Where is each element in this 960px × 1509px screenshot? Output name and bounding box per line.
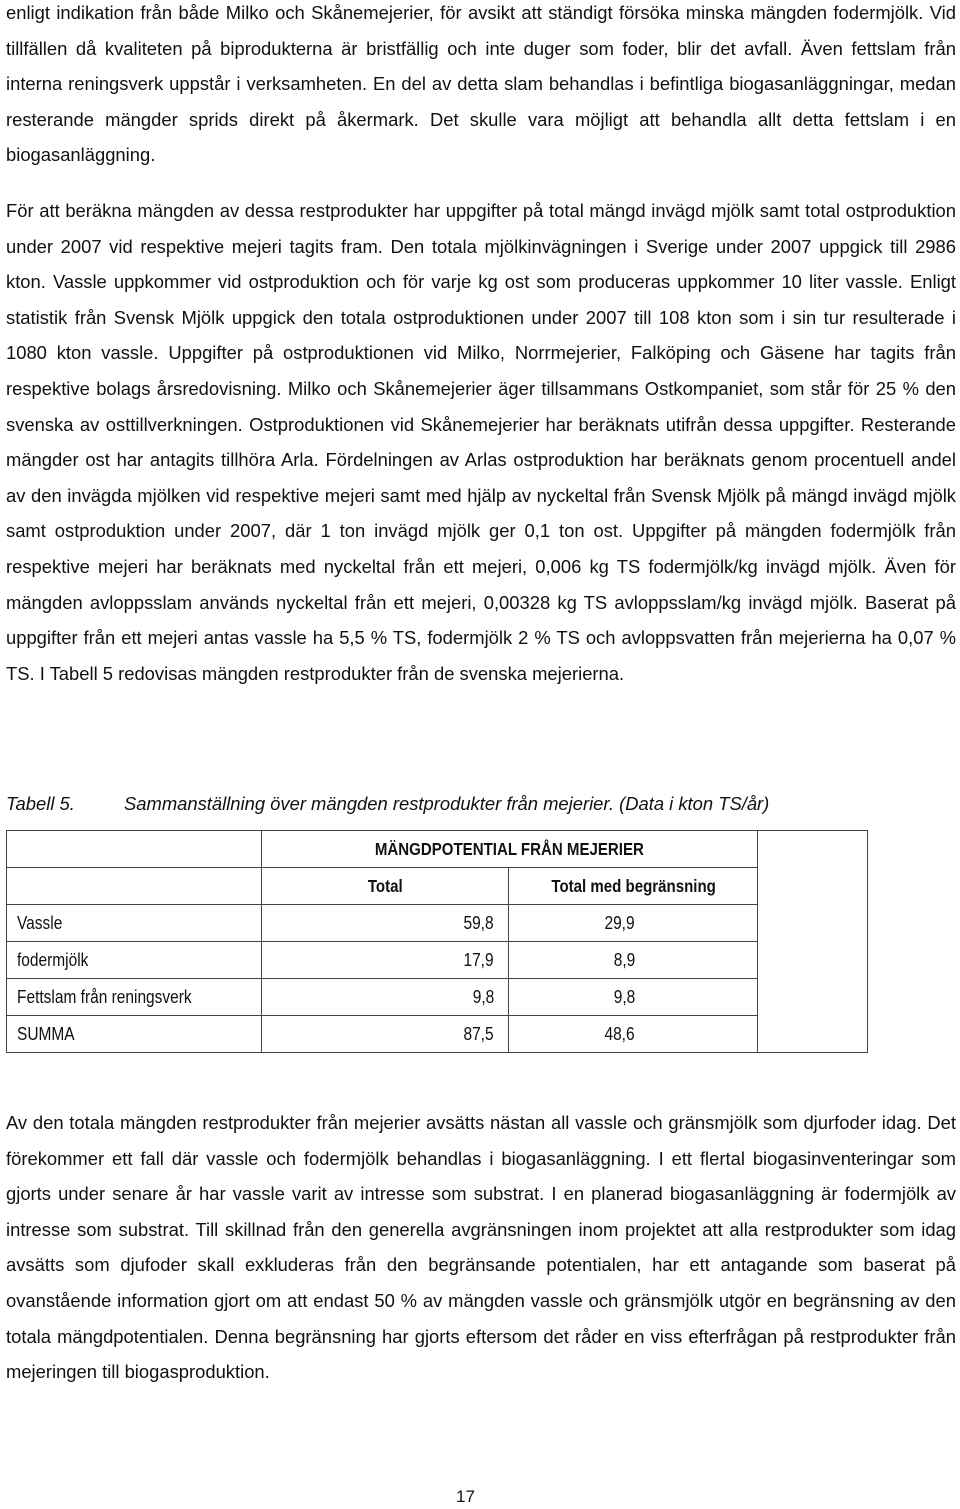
table-header-empty-cell [7, 868, 262, 905]
table-col-header-limited-text: Total med begränsning [551, 875, 716, 896]
table-cell-limited [509, 905, 758, 942]
paragraph-dairy-byproducts: enligt indikation från både Milko och Skånemejerier, för avsikt att ständigt försöka minska mängden fodermjölk. Vid tillfällen då kvaliteten på biprodukterna är bristfällig och inte duger som foder, blir det avfall. Även fettslam från interna reningsverk uppstår i verksamheten. En del av detta slam behandlas i befintliga biogasanläggningar, medan resterande mängder sprids direkt på åkermark. Det skulle vara möjligt att behandla allt detta fettslam i en biogasanläggning. [6, 2, 956, 166]
table-cell-total [261, 979, 509, 1016]
table-header-row-columns [7, 868, 868, 905]
dairy-residue-table [6, 830, 868, 1053]
table-col-header-total-text: Total [367, 875, 403, 896]
table-cell-total-text: 59,8 [463, 912, 494, 933]
table-header-row-group [7, 831, 868, 868]
table-cell-total [261, 1016, 509, 1053]
table-cell-limited-text: 9,8 [613, 986, 636, 1007]
table-cell-total [261, 905, 509, 942]
page-number: 17 [456, 1487, 475, 1506]
table-group-header-text: MÄNGDPOTENTIAL FRÅN MEJERIER [374, 838, 644, 859]
table-cell-limited [509, 979, 758, 1016]
table-empty-column [758, 831, 868, 1053]
table-col-header-total [261, 868, 509, 905]
paragraph-calculation-method: För att beräkna mängden av dessa restprodukter har uppgifter på total mängd invägd mjölk samt total ostproduktion under 2007 vid respektive mejeri tagits fram. Den totala mjölkinvägningen i Sverige under 2007 uppgick till 2986 kton. Vassle uppkommer vid ostproduktion och för varje kg ost som produceras uppkommer 10 liter vassle. Enligt statistik från Svensk Mjölk uppgick den totala ostproduktionen under 2007 till 108 kton som i sin tur resulterade i 1080 kton vassle. Uppgifter på ostproduktionen vid Milko, Norrmejerier, Falköping och Gäsene har tagits från respektive bolags årsredovisning. Milko och Skånemejerier äger tillsammans Ostkompaniet, som står för 25 % den svenska av osttillverkningen. Ostproduktionen vid Skånemejerier har beräknats utifrån dessa uppgifter. Resterande mängder ost har antagits tillhöra Arla. Fördelningen av Arlas ostproduktion har beräknats genom procentuell andel av den invägda mjölken vid respektive mejeri samt med hjälp av nyckeltal från Svensk Mjölk på mängd invägd mjölk samt ostproduktion under 2007, där 1 ton invägd mjölk ger 0,1 ton ost. Uppgifter på mängden fodermjölk från respektive mejeri har beräknats med nyckeltal från ett mejeri, 0,006 kg TS fodermjölk/kg invägd mjölk. Även för mängden avloppsslam används nyckeltal från ett mejeri, 0,00328 kg TS avloppsslam/kg invägd mjölk. Baserat på uppgifter från ett mejeri antas vassle ha 5,5 % TS, fodermjölk 2 % TS och avloppsvatten från mejerierna ha 0,07 % TS. I Tabell 5 redovisas mängden restprodukter från de svenska mejerierna. [6, 200, 956, 684]
table-cell-total-text: 9,8 [473, 986, 495, 1007]
table-row-sum [7, 1016, 868, 1053]
table-group-header [261, 831, 757, 868]
table-cell-total-text: 87,5 [463, 1023, 494, 1044]
table-cell-limited [509, 1016, 758, 1053]
table-cell-total-text: 17,9 [463, 949, 494, 970]
table-cell-limited-text: 29,9 [604, 912, 635, 933]
table-row [7, 942, 868, 979]
table-row-label [7, 1016, 262, 1053]
table-col-header-limited [509, 868, 758, 905]
table-cell-limited-text: 48,6 [604, 1023, 635, 1044]
table-row-label [7, 979, 262, 1016]
table-row-label-text: Fettslam från reningsverk [17, 986, 192, 1007]
table-cell-limited [509, 942, 758, 979]
table-header-empty-cell [7, 831, 262, 868]
table-row [7, 979, 868, 1016]
table-cell-limited-text: 8,9 [613, 949, 636, 970]
table-row [7, 905, 868, 942]
table-row-label-text: fodermjölk [17, 949, 89, 970]
table-caption-label: Tabell 5. [6, 793, 75, 814]
table-caption [6, 793, 956, 815]
paragraph-current-use: Av den totala mängden restprodukter från mejerier avsätts nästan all vassle och gränsmjölk som djurfoder idag. Det förekommer ett fall där vassle och fodermjölk behandlas i biogasanläggning. I ett flertal biogasinventeringar som gjorts under senare år har vassle varit av intresse som substrat. I en planerad biogasanläggning är fodermjölk av intresse som substrat. Till skillnad från den generella avgränsningen inom projektet att alla restprodukter som idag avsätts som djufoder skall exkluderas från den begränsande potentialen, har ett antagande som baserat på ovanstående information gjort om att endast 50 % av mängden vassle och gränsmjölk utgör en begränsning av den totala mängdpotentialen. Denna begränsning har gjorts eftersom det råder en viss efterfrågan på restprodukter från mejeringen till biogasproduktion. [6, 1112, 956, 1383]
table-row-label-text: Vassle [17, 912, 63, 933]
table-row-label-text: SUMMA [17, 1023, 75, 1044]
table-row-label [7, 942, 262, 979]
table-cell-total [261, 942, 509, 979]
table-row-label [7, 905, 262, 942]
table-caption-text: Sammanställning över mängden restprodukter från mejerier. (Data i kton TS/år) [124, 793, 770, 814]
